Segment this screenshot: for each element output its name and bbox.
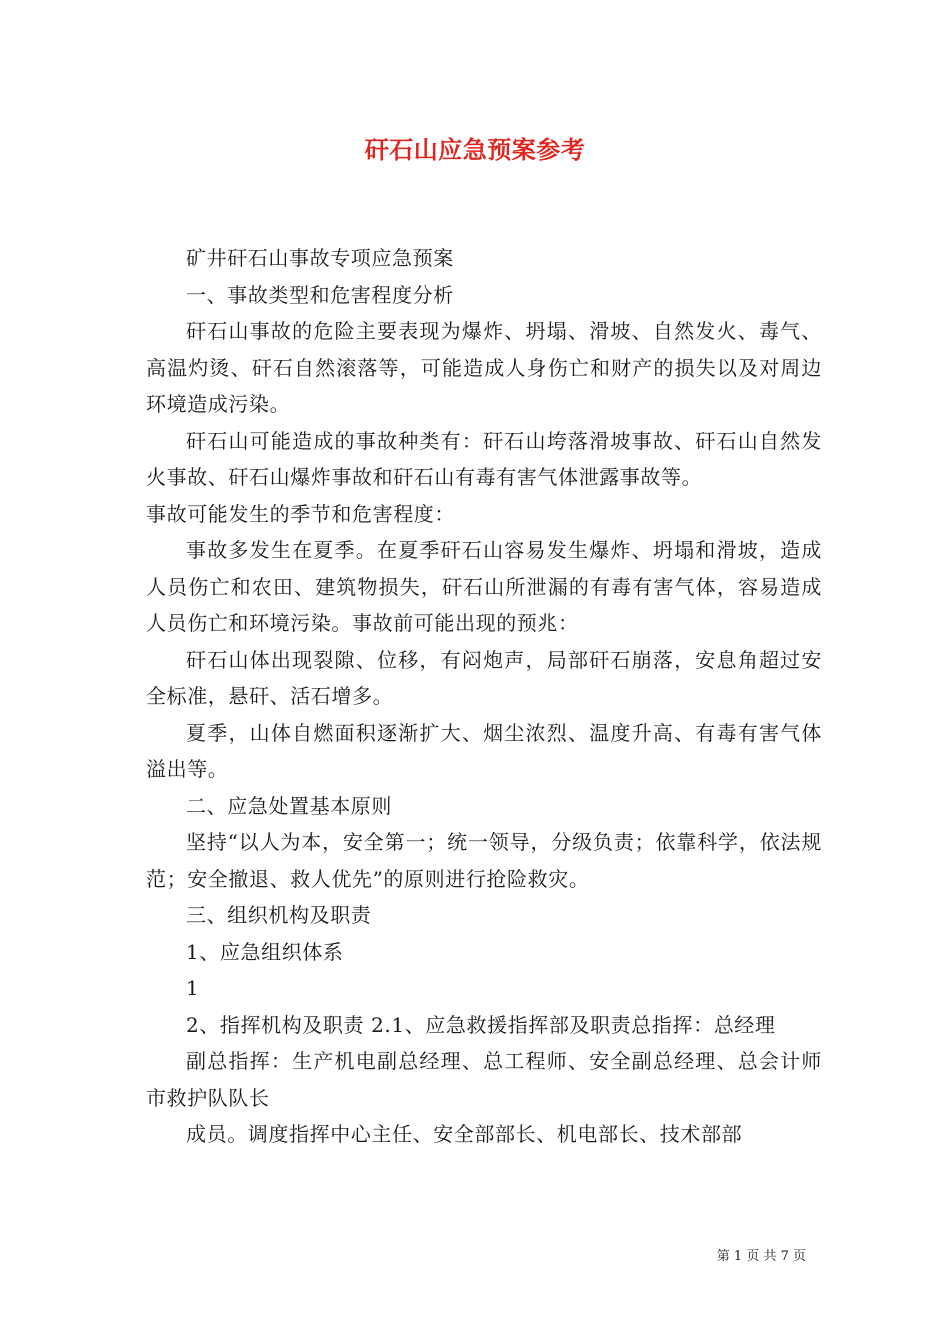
subsection-heading: 1、应急组织体系 — [186, 939, 344, 964]
section-heading: 二、应急处置基本原则 — [186, 793, 392, 818]
paragraph: 矸石山事故的危险主要表现为爆炸、坍塌、滑坡、自然发火、毒气、高温灼烫、矸石自然滚落等，可能造成人身伤亡和财产的损失以及对周边环境造成污染。 — [146, 319, 822, 416]
paragraph: 成员。调度指挥中心主任、安全部部长、机电部长、技术部部 — [186, 1122, 743, 1146]
paragraph: 坚持“以人为本，安全第一；统一领导，分级负责；依靠科学，依法规范；安全撤退、救人优先”的原则进行抢险救灾。 — [146, 830, 822, 891]
paragraph: 矿井矸石山事故专项应急预案 — [186, 246, 454, 270]
page-number: 第 1 页 共 7 页 — [716, 1249, 806, 1264]
paragraph: 夏季，山体自燃面积逐渐扩大、烟尘浓烈、温度升高、有毒有害气体溢出等。 — [146, 720, 822, 781]
paragraph: 事故可能发生的季节和危害程度： — [146, 501, 455, 526]
section-heading: 一、事故类型和危害程度分析 — [186, 282, 454, 307]
document-body — [146, 240, 822, 1153]
paragraph: 事故多发生在夏季。在夏季矸石山容易发生爆炸、坍塌和滑坡，造成人员伤亡和农田、建筑物损失，矸石山所泄漏的有毒有害气体，容易造成人员伤亡和环境污染。事故前可能出现的预兆： — [146, 538, 822, 635]
section-heading: 三、组织机构及职责 — [186, 903, 372, 927]
document-title: 矸石山应急预案参考 — [364, 135, 586, 164]
paragraph: 矸石山可能造成的事故种类有：矸石山垮落滑坡事故、矸石山自然发火事故、矸石山爆炸事故和矸石山有毒有害气体泄露事故等。 — [146, 428, 822, 489]
paragraph: 副总指挥：生产机电副总经理、总工程师、安全副总经理、总会计师市救护队队长 — [146, 1049, 822, 1110]
paragraph: 2、指挥机构及职责 2.1、应急救援指挥部及职责总指挥：总经理 — [186, 1012, 776, 1037]
paragraph: 矸石山体出现裂隙、位移，有闷炮声，局部矸石崩落，安息角超过安全标准，悬矸、活石增多。 — [146, 647, 822, 708]
paragraph: 1 — [186, 976, 200, 1000]
